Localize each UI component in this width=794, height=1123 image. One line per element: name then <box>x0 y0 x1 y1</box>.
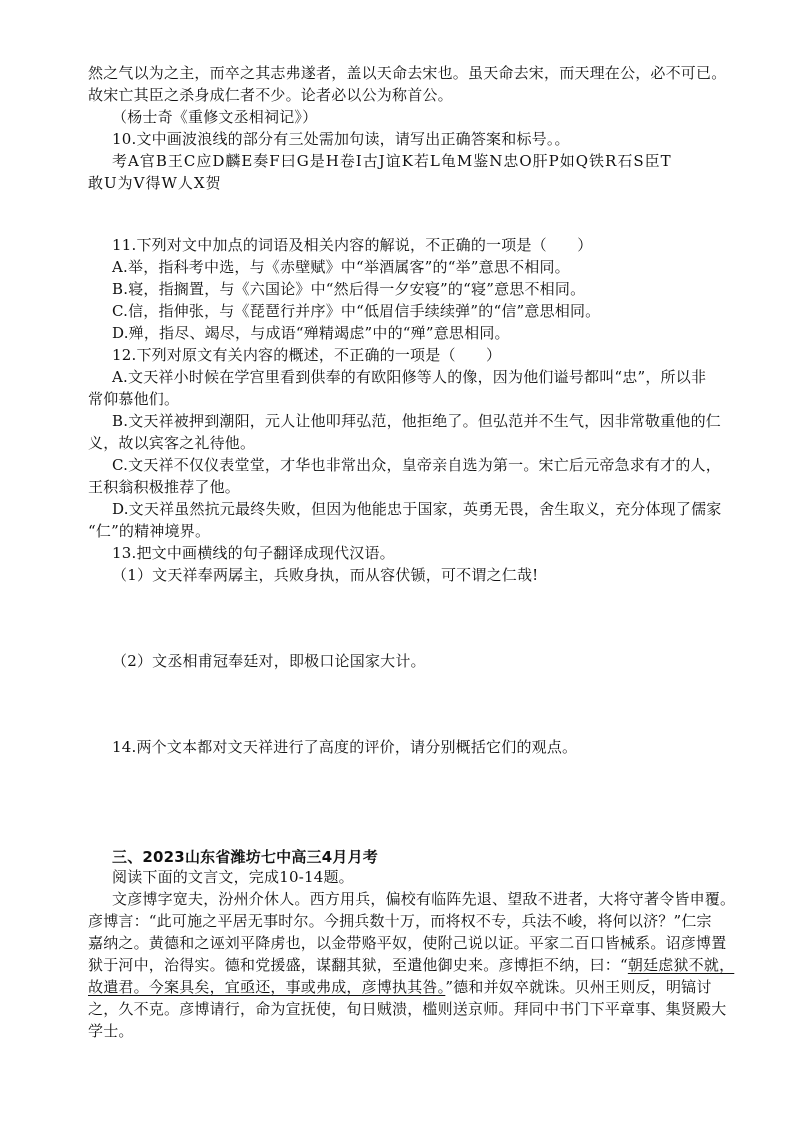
passage-line: 彦博言：“此可施之平居无事时尔。今拥兵数十万，而将权不专，兵法不峻，将何以济？”仁宗 <box>88 912 712 930</box>
passage-text: 狱于河中，治得实。德和党援盛，谋翻其狱，至遣他御史来。彦博拒不纳，曰：“ <box>88 956 628 974</box>
question-12-option-a-cont: 常仰慕他们。 <box>88 390 180 408</box>
passage-line: 之，久不克。彦博请行，命为宣抚使，旬日贼溃，槛则送京师。拜同中书门下平章事、集贤殿大 <box>88 1000 727 1018</box>
passage-line: 然之气以为之主，而卒之其志弗遂者，盖以天命去宋也。虽天命去宋，而天理在公，必不可已。 <box>88 64 727 82</box>
question-13-sentence-2: （2）文丞相甫冠奉廷对，即极口论国家大计。 <box>112 652 426 670</box>
question-12-option-c-cont: 王积翁积极推荐了他。 <box>88 478 241 496</box>
question-13-stem: 13.把文中画横线的句子翻译成现代汉语。 <box>112 544 395 562</box>
question-11-option-b: B.寝，指搁置，与《六国论》中“然后得一夕安寝”的“寝”意思不相同。 <box>112 280 586 298</box>
question-13-sentence-1: （1）文天祥奉两孱主，兵败身执，而从容伏锧，可不谓之仁哉! <box>112 566 539 584</box>
question-12-option-b: B.文天祥被押到潮阳，元人让他叩拜弘范，他拒绝了。但弘范并不生气，因非常敬重他的仁 <box>112 412 721 430</box>
underlined-sentence: 朝廷虑狱不就， <box>627 956 735 974</box>
passage-line <box>88 976 728 998</box>
question-12-option-d: D.文天祥虽然抗元最终失败，但因为他能忠于国家，英勇无畏，舍生取义，充分体现了儒家 <box>112 500 722 518</box>
question-12-option-c: C.文天祥不仅仪表堂堂，才华也非常出众，皇帝亲自选为第一。宋亡后元帝急求有才的人， <box>112 456 721 474</box>
question-12-option-a: A.文天祥小时候在学宫里看到供奉的有欧阳修等人的像，因为他们谥号都叫“忠”，所以非 <box>112 368 707 386</box>
question-12-stem: 12.下列对原文有关内容的概述，不正确的一项是（ ） <box>112 346 502 364</box>
section-intro: 阅读下面的文言文，完成10-14题。 <box>112 868 354 886</box>
passage-line <box>88 954 735 976</box>
question-10-stem: 10.文中画波浪线的部分有三处需加句读，请写出正确答案和标号。。 <box>112 130 570 148</box>
question-14-stem: 14.两个文本都对文天祥进行了高度的评价，请分别概括它们的观点。 <box>112 738 578 756</box>
passage-line: 学士。 <box>88 1022 134 1040</box>
passage-line: 故宋亡其臣之杀身成仁者不少。论者必以公为称首公。 <box>88 86 453 104</box>
question-11-option-c: C.信，指伸张，与《琵琶行并序》中“低眉信手续续弹”的“信”意思相同。 <box>112 302 601 320</box>
question-10-options: 考A官B王C应D麟E奏F曰G是H卷I古J谊K若L龟M鉴N忠O肝P如Q铁R石S臣T <box>112 152 672 170</box>
question-11-stem: 11.下列对文中加点的词语及相关内容的解说，不正确的一项是（ ） <box>112 236 593 254</box>
underlined-sentence: 故遣君。今案具矣，宜亟还，事或弗成，彦博执其咎。 <box>88 978 446 996</box>
passage-text: ”德和并奴卒就诛。贝州王则反，明镐讨 <box>445 978 712 996</box>
question-11-option-d: D.殚，指尽、竭尽，与成语“殚精竭虑”中的“殚”意思相同。 <box>112 324 510 342</box>
passage-line: 嘉纳之。黄德和之诬刘平降虏也，以金带赂平奴，使附己说以证。平家二百口皆械系。诏彦博置 <box>88 934 727 952</box>
question-11-option-a: A.举，指科考中选，与《赤壁赋》中“举酒属客”的“举”意思不相同。 <box>112 258 570 276</box>
passage-source: （杨士奇《重修文丞相祠记》） <box>112 108 318 126</box>
question-12-option-b-cont: 义，故以宾客之礼待他。 <box>88 434 256 452</box>
section-title: 三、2023山东省潍坊七中高三4月月考 <box>112 848 378 866</box>
passage-line: 文彦博字宽夫，汾州介休人。西方用兵，偏校有临阵先退、望敌不进者，大将守著令皆申覆。 <box>112 890 736 908</box>
question-12-option-d-cont: “仁”的精神境界。 <box>88 522 211 540</box>
question-10-options: 敢U为V得W人X贺 <box>88 174 222 192</box>
